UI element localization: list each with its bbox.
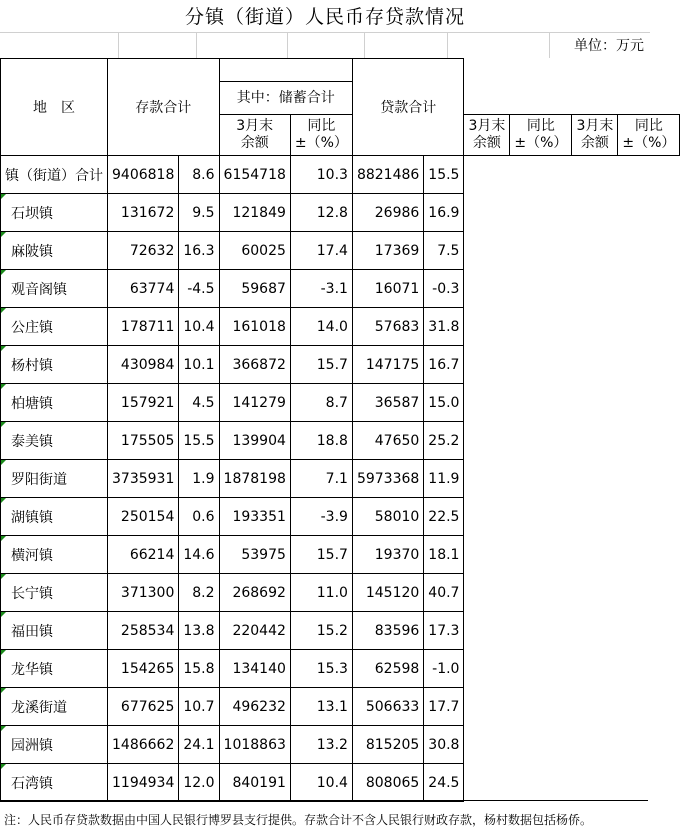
deposit-balance-cell: 72632 [108, 232, 179, 270]
loan-balance-cell: 815205 [352, 726, 423, 764]
unit-label: 单位：万元 [574, 38, 644, 54]
deposit-yoy-cell: -4.5 [179, 270, 219, 308]
deposit-yoy-cell: 1.9 [179, 460, 219, 498]
loan-balance-cell: 19370 [352, 536, 423, 574]
deposit-balance-cell: 9406818 [108, 156, 179, 194]
savings-yoy-cell: 12.8 [290, 194, 352, 232]
yoy-label-line2: ±（%） [294, 135, 348, 151]
savings-yoy-cell: 13.1 [290, 688, 352, 726]
region-name-cell [1, 726, 108, 764]
loan-yoy-cell: -1.0 [424, 650, 464, 688]
savings-balance-cell: 141279 [219, 384, 290, 422]
cell-note-marker-icon [1, 650, 6, 655]
loan-yoy-cell: 17.3 [424, 612, 464, 650]
cell-note-marker-icon [1, 384, 6, 389]
savings-yoy-cell: -3.9 [290, 498, 352, 536]
cell-note-marker-icon [1, 574, 6, 579]
region-name: 柏塘镇 [11, 395, 53, 412]
table-row [1, 612, 680, 650]
footnote: 注：人民币存贷款数据由中国人民银行博罗县支行提供。存款合计不含人民银行财政存款，杨村数据包括杨侨。 [4, 813, 593, 827]
region-name-cell [1, 460, 108, 498]
savings-balance-header [464, 115, 510, 156]
region-name: 观音阁镇 [11, 281, 67, 298]
region-name-cell [1, 194, 108, 232]
deposit-yoy-cell: 0.6 [179, 498, 219, 536]
region-name-cell [1, 498, 108, 536]
deposit-balance-cell: 63774 [108, 270, 179, 308]
cell-note-marker-icon [1, 612, 6, 617]
loan-yoy-cell: 16.7 [424, 346, 464, 384]
grid-line [364, 32, 365, 58]
region-name: 园洲镇 [11, 737, 53, 754]
grid-line [287, 32, 288, 58]
region-name: 麻陂镇 [11, 243, 53, 260]
loan-balance-cell: 62598 [352, 650, 423, 688]
region-name: 福田镇 [11, 623, 53, 640]
loan-yoy-cell: 16.9 [424, 194, 464, 232]
deposit-total-header: 存款合计 [108, 59, 220, 156]
loan-balance-cell: 58010 [352, 498, 423, 536]
region-name: 湖镇镇 [11, 509, 53, 526]
region-name-cell [1, 764, 108, 802]
loan-balance-cell: 145120 [352, 574, 423, 612]
table-row [1, 574, 680, 612]
region-name-cell [1, 650, 108, 688]
loan-yoy-cell: 24.5 [424, 764, 464, 802]
region-name-cell [1, 346, 108, 384]
region-name: 龙溪街道 [11, 699, 67, 716]
table-row [1, 498, 680, 536]
deposit-yoy-cell: 12.0 [179, 764, 219, 802]
savings-balance-cell: 121849 [219, 194, 290, 232]
loan-balance-cell: 47650 [352, 422, 423, 460]
loan-balance-cell: 5973368 [352, 460, 423, 498]
deposit-balance-cell: 430984 [108, 346, 179, 384]
deposit-yoy-cell: 8.6 [179, 156, 219, 194]
yoy-label-line2: ±（%） [622, 135, 676, 151]
table-row [1, 764, 680, 802]
grid-line [447, 32, 448, 58]
savings-balance-cell: 53975 [219, 536, 290, 574]
loan-balance-cell: 808065 [352, 764, 423, 802]
deposit-yoy-cell: 10.7 [179, 688, 219, 726]
loan-balance-cell: 57683 [352, 308, 423, 346]
savings-balance-cell: 6154718 [219, 156, 290, 194]
loan-yoy-cell: 22.5 [424, 498, 464, 536]
region-name: 杨村镇 [11, 357, 53, 374]
loan-yoy-cell: 18.1 [424, 536, 464, 574]
loan-yoy-cell: 30.8 [424, 726, 464, 764]
loan-yoy-cell: 7.5 [424, 232, 464, 270]
savings-yoy-cell: 8.7 [290, 384, 352, 422]
loan-yoy-cell: 31.8 [424, 308, 464, 346]
deposit-yoy-cell: 15.8 [179, 650, 219, 688]
deposit-yoy-cell: 10.4 [179, 308, 219, 346]
balance-label-line1: 3月末 [236, 118, 274, 134]
table-row [1, 650, 680, 688]
region-name: 石湾镇 [11, 775, 53, 792]
region-name: 镇（街道）合计 [5, 167, 103, 184]
loan-yoy-cell: 25.2 [424, 422, 464, 460]
savings-yoy-cell: 13.2 [290, 726, 352, 764]
loan-balance-cell: 506633 [352, 688, 423, 726]
region-name: 长宁镇 [11, 585, 53, 602]
cell-note-marker-icon [1, 460, 6, 465]
balance-label-line2: 余额 [472, 135, 501, 151]
savings-yoy-cell: 7.1 [290, 460, 352, 498]
grid-line [118, 32, 119, 58]
loan-yoy-cell: 17.7 [424, 688, 464, 726]
deposit-balance-cell: 250154 [108, 498, 179, 536]
savings-balance-cell: 161018 [219, 308, 290, 346]
savings-balance-cell: 268692 [219, 574, 290, 612]
table-row [1, 726, 680, 764]
deposit-balance-cell: 157921 [108, 384, 179, 422]
deposit-yoy-cell: 10.1 [179, 346, 219, 384]
cell-note-marker-icon [1, 232, 6, 237]
balance-label-line1: 3月末 [576, 118, 614, 134]
region-name-cell [1, 422, 108, 460]
yoy-label-line1: 同比 [634, 118, 663, 134]
region-name-cell [1, 574, 108, 612]
deposit-yoy-cell: 8.2 [179, 574, 219, 612]
table-row [1, 384, 680, 422]
savings-yoy-cell: 10.4 [290, 764, 352, 802]
savings-balance-cell: 1018863 [219, 726, 290, 764]
region-name-cell [1, 612, 108, 650]
table-row [1, 194, 680, 232]
region-name: 泰美镇 [11, 433, 53, 450]
deposit-yoy-cell: 15.5 [179, 422, 219, 460]
savings-balance-cell: 59687 [219, 270, 290, 308]
cell-note-marker-icon [1, 536, 6, 541]
deposit-balance-cell: 154265 [108, 650, 179, 688]
table-row [1, 422, 680, 460]
savings-balance-cell: 60025 [219, 232, 290, 270]
cell-note-marker-icon [1, 270, 6, 275]
deposit-balance-cell: 258534 [108, 612, 179, 650]
yoy-label-line2: ±（%） [514, 135, 568, 151]
loan-balance-cell: 147175 [352, 346, 423, 384]
loan-yoy-cell: 40.7 [424, 574, 464, 612]
table-row [1, 270, 680, 308]
yoy-label-line1: 同比 [307, 118, 336, 134]
data-table [0, 58, 680, 802]
region-name-cell [1, 308, 108, 346]
savings-yoy-header [510, 115, 572, 156]
region-name: 公庄镇 [11, 319, 53, 336]
table-row [1, 536, 680, 574]
deposit-yoy-header [290, 115, 352, 156]
savings-yoy-cell: 18.8 [290, 422, 352, 460]
loan-balance-cell: 8821486 [352, 156, 423, 194]
region-header: 地 区 [1, 59, 108, 156]
region-name-cell [1, 536, 108, 574]
cell-note-marker-icon [1, 498, 6, 503]
cell-note-marker-icon [1, 194, 6, 199]
savings-balance-cell: 840191 [219, 764, 290, 802]
savings-balance-cell: 220442 [219, 612, 290, 650]
savings-balance-cell: 496232 [219, 688, 290, 726]
deposit-balance-cell: 66214 [108, 536, 179, 574]
savings-yoy-cell: 15.2 [290, 612, 352, 650]
grid-line [196, 32, 197, 58]
savings-yoy-cell: -3.1 [290, 270, 352, 308]
savings-balance-cell: 193351 [219, 498, 290, 536]
table-row [1, 156, 680, 194]
deposit-balance-cell: 3735931 [108, 460, 179, 498]
region-name-cell [1, 232, 108, 270]
table-row [1, 688, 680, 726]
loan-balance-cell: 17369 [352, 232, 423, 270]
balance-label-line1: 3月末 [468, 118, 506, 134]
page-title: 分镇（街道）人民币存贷款情况 [184, 6, 465, 28]
loan-yoy-cell: -0.3 [424, 270, 464, 308]
table-row [1, 308, 680, 346]
loan-yoy-cell: 11.9 [424, 460, 464, 498]
deposit-balance-cell: 677625 [108, 688, 179, 726]
loan-balance-cell: 16071 [352, 270, 423, 308]
deposit-balance-header [219, 115, 290, 156]
grid-line [0, 32, 650, 33]
loan-balance-header [572, 115, 618, 156]
balance-label-line2: 余额 [240, 135, 269, 151]
savings-balance-cell: 134140 [219, 650, 290, 688]
savings-yoy-cell: 17.4 [290, 232, 352, 270]
region-name: 龙华镇 [11, 661, 53, 678]
loan-balance-cell: 36587 [352, 384, 423, 422]
deposit-balance-cell: 371300 [108, 574, 179, 612]
deposit-balance-cell: 1194934 [108, 764, 179, 802]
deposit-balance-cell: 178711 [108, 308, 179, 346]
table-row [1, 232, 680, 270]
deposit-balance-cell: 131672 [108, 194, 179, 232]
savings-header-label: 其中：储蓄合计 [236, 90, 335, 106]
savings-header-spacer [219, 59, 352, 115]
region-name-cell [1, 688, 108, 726]
savings-header-box [220, 81, 352, 114]
cell-note-marker-icon [1, 308, 6, 313]
cell-note-marker-icon [1, 422, 6, 427]
header-row-1 [1, 59, 680, 115]
cell-note-marker-icon [1, 764, 6, 769]
region-name-cell [1, 270, 108, 308]
savings-balance-cell: 1878198 [219, 460, 290, 498]
region-name-cell [1, 156, 108, 194]
deposit-yoy-cell: 16.3 [179, 232, 219, 270]
deposit-yoy-cell: 4.5 [179, 384, 219, 422]
deposit-balance-cell: 175505 [108, 422, 179, 460]
loan-yoy-header [618, 115, 680, 156]
grid-line [549, 32, 550, 58]
table-body [1, 156, 680, 802]
savings-yoy-cell: 14.0 [290, 308, 352, 346]
loan-balance-cell: 83596 [352, 612, 423, 650]
savings-yoy-cell: 15.7 [290, 346, 352, 384]
savings-balance-cell: 366872 [219, 346, 290, 384]
savings-yoy-cell: 11.0 [290, 574, 352, 612]
region-name: 横河镇 [11, 547, 53, 564]
loan-total-header: 贷款合计 [352, 59, 464, 156]
savings-balance-cell: 139904 [219, 422, 290, 460]
region-name: 罗阳街道 [11, 471, 67, 488]
table-row [1, 460, 680, 498]
loan-yoy-cell: 15.5 [424, 156, 464, 194]
cell-note-marker-icon [1, 688, 6, 693]
savings-yoy-cell: 10.3 [290, 156, 352, 194]
deposit-yoy-cell: 13.8 [179, 612, 219, 650]
savings-yoy-cell: 15.7 [290, 536, 352, 574]
table-row [1, 346, 680, 384]
loan-balance-cell: 26986 [352, 194, 423, 232]
region-name-cell [1, 384, 108, 422]
deposit-yoy-cell: 14.6 [179, 536, 219, 574]
loan-yoy-cell: 15.0 [424, 384, 464, 422]
deposit-yoy-cell: 9.5 [179, 194, 219, 232]
savings-yoy-cell: 15.3 [290, 650, 352, 688]
region-name: 石坝镇 [11, 205, 53, 222]
deposit-yoy-cell: 24.1 [179, 726, 219, 764]
balance-label-line2: 余额 [580, 135, 609, 151]
yoy-label-line1: 同比 [526, 118, 555, 134]
deposit-balance-cell: 1486662 [108, 726, 179, 764]
cell-note-marker-icon [1, 726, 6, 731]
cell-note-marker-icon [1, 346, 6, 351]
